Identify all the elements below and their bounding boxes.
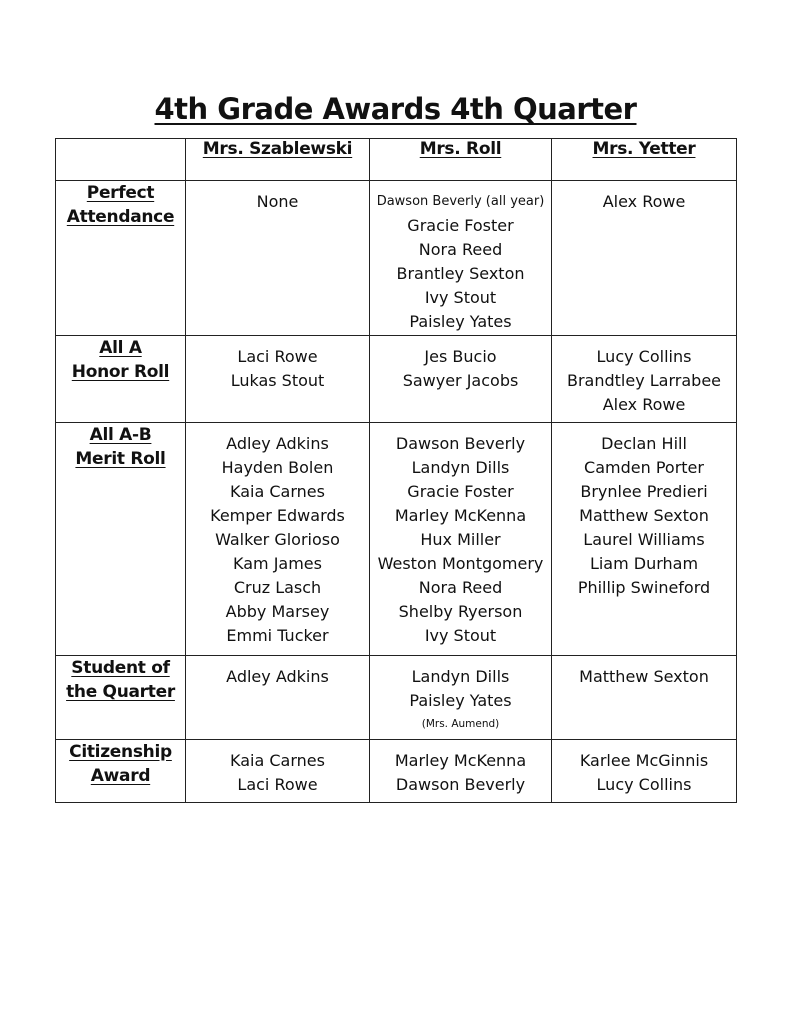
name-list bbox=[370, 181, 551, 334]
student-name: Hayden Bolen bbox=[221, 458, 334, 477]
header-row bbox=[56, 139, 737, 181]
student-name: Dawson Beverly bbox=[395, 775, 526, 794]
student-name: Paisley Yates bbox=[409, 691, 512, 710]
category-label: Perfect Attendance bbox=[56, 181, 186, 336]
student-name: Gracie Foster bbox=[407, 216, 514, 235]
award-cell bbox=[186, 423, 370, 656]
name-list bbox=[370, 336, 551, 393]
award-cell bbox=[186, 740, 370, 803]
student-name: Kaia Carnes bbox=[230, 751, 325, 770]
student-name: Brynlee Predieri bbox=[580, 482, 708, 501]
name-list bbox=[552, 423, 736, 600]
student-name: Laci Rowe bbox=[237, 347, 318, 366]
award-cell bbox=[552, 656, 737, 740]
student-name: Liam Durham bbox=[589, 554, 699, 573]
student-name: Landyn Dills bbox=[411, 458, 510, 477]
award-cell bbox=[186, 656, 370, 740]
student-name: Laurel Williams bbox=[583, 530, 705, 549]
student-name: Shelby Ryerson bbox=[398, 602, 523, 621]
student-name: Paisley Yates bbox=[409, 312, 512, 331]
name-list bbox=[186, 181, 369, 214]
student-name: Ivy Stout bbox=[424, 288, 497, 307]
student-name: Adley Adkins bbox=[226, 667, 329, 686]
award-cell bbox=[370, 423, 552, 656]
student-name: Dawson Beverly (all year) bbox=[376, 194, 545, 209]
award-cell bbox=[370, 336, 552, 423]
student-name: Dawson Beverly bbox=[395, 434, 526, 453]
name-list bbox=[370, 656, 551, 735]
page-title: 4th Grade Awards 4th Quarter bbox=[154, 92, 637, 126]
student-name: Brantley Sexton bbox=[396, 264, 525, 283]
student-name: Jes Bucio bbox=[424, 347, 497, 366]
award-row-citizenship bbox=[56, 740, 737, 803]
category-label: All A Honor Roll bbox=[56, 336, 186, 423]
student-name: Alex Rowe bbox=[602, 192, 686, 211]
category-label: Citizenship Award bbox=[56, 740, 186, 803]
student-name: Cruz Lasch bbox=[233, 578, 322, 597]
student-name: Nora Reed bbox=[418, 240, 503, 259]
name-list bbox=[370, 740, 551, 797]
name-list bbox=[186, 423, 369, 648]
award-cell bbox=[552, 423, 737, 656]
student-name: Abby Marsey bbox=[225, 602, 330, 621]
student-name: Landyn Dills bbox=[411, 667, 510, 686]
student-name: Marley McKenna bbox=[394, 506, 527, 525]
name-list bbox=[552, 181, 736, 214]
student-name: Kaia Carnes bbox=[230, 482, 325, 501]
award-cell bbox=[186, 181, 370, 336]
category-label: All A-B Merit Roll bbox=[56, 423, 186, 656]
award-cell bbox=[552, 740, 737, 803]
award-cell bbox=[552, 181, 737, 336]
awards-table bbox=[55, 138, 737, 803]
student-name: Lukas Stout bbox=[230, 371, 325, 390]
name-list bbox=[186, 740, 369, 797]
student-name: Karlee McGinnis bbox=[579, 751, 709, 770]
award-row-perfect-attendance bbox=[56, 181, 737, 336]
student-name: Laci Rowe bbox=[237, 775, 318, 794]
student-name: Matthew Sexton bbox=[579, 667, 709, 686]
student-name: Lucy Collins bbox=[596, 347, 692, 366]
award-row-student-of-the-quarter bbox=[56, 656, 737, 740]
teacher-header: Mrs. Roll bbox=[370, 139, 552, 181]
award-cell bbox=[370, 656, 552, 740]
student-name: Alex Rowe bbox=[602, 395, 686, 414]
student-name: Camden Porter bbox=[584, 458, 704, 477]
corner-cell bbox=[56, 139, 186, 181]
student-name: Lucy Collins bbox=[596, 775, 692, 794]
student-name: Phillip Swineford bbox=[577, 578, 711, 597]
student-name: Hux Miller bbox=[420, 530, 501, 549]
name-list bbox=[552, 740, 736, 797]
student-name: Nora Reed bbox=[418, 578, 503, 597]
student-name: Kam James bbox=[233, 554, 322, 573]
student-name: Declan Hill bbox=[601, 434, 687, 453]
student-name: Ivy Stout bbox=[424, 626, 497, 645]
award-cell bbox=[370, 740, 552, 803]
award-cell bbox=[186, 336, 370, 423]
student-name: Walker Glorioso bbox=[215, 530, 340, 549]
teacher-header: Mrs. Szablewski bbox=[186, 139, 370, 181]
student-name: Adley Adkins bbox=[226, 434, 329, 453]
award-row-honor-roll bbox=[56, 336, 737, 423]
student-name: Marley McKenna bbox=[394, 751, 527, 770]
teacher-header: Mrs. Yetter bbox=[552, 139, 737, 181]
name-list bbox=[552, 656, 736, 689]
student-name: Matthew Sexton bbox=[579, 506, 709, 525]
student-name: Brandtley Larrabee bbox=[566, 371, 721, 390]
award-row-merit-roll bbox=[56, 423, 737, 656]
name-list bbox=[186, 656, 369, 689]
student-name: Weston Montgomery bbox=[377, 554, 544, 573]
name-list bbox=[186, 336, 369, 393]
student-name: Emmi Tucker bbox=[226, 626, 329, 645]
nominating-teacher-note: (Mrs. Aumend) bbox=[421, 718, 500, 730]
student-name: Sawyer Jacobs bbox=[402, 371, 519, 390]
student-name: None bbox=[256, 192, 299, 211]
name-list bbox=[370, 423, 551, 648]
name-list bbox=[552, 336, 736, 417]
award-cell bbox=[552, 336, 737, 423]
category-label: Student of the Quarter bbox=[56, 656, 186, 740]
award-cell bbox=[370, 181, 552, 336]
student-name: Gracie Foster bbox=[407, 482, 514, 501]
student-name: Kemper Edwards bbox=[210, 506, 345, 525]
